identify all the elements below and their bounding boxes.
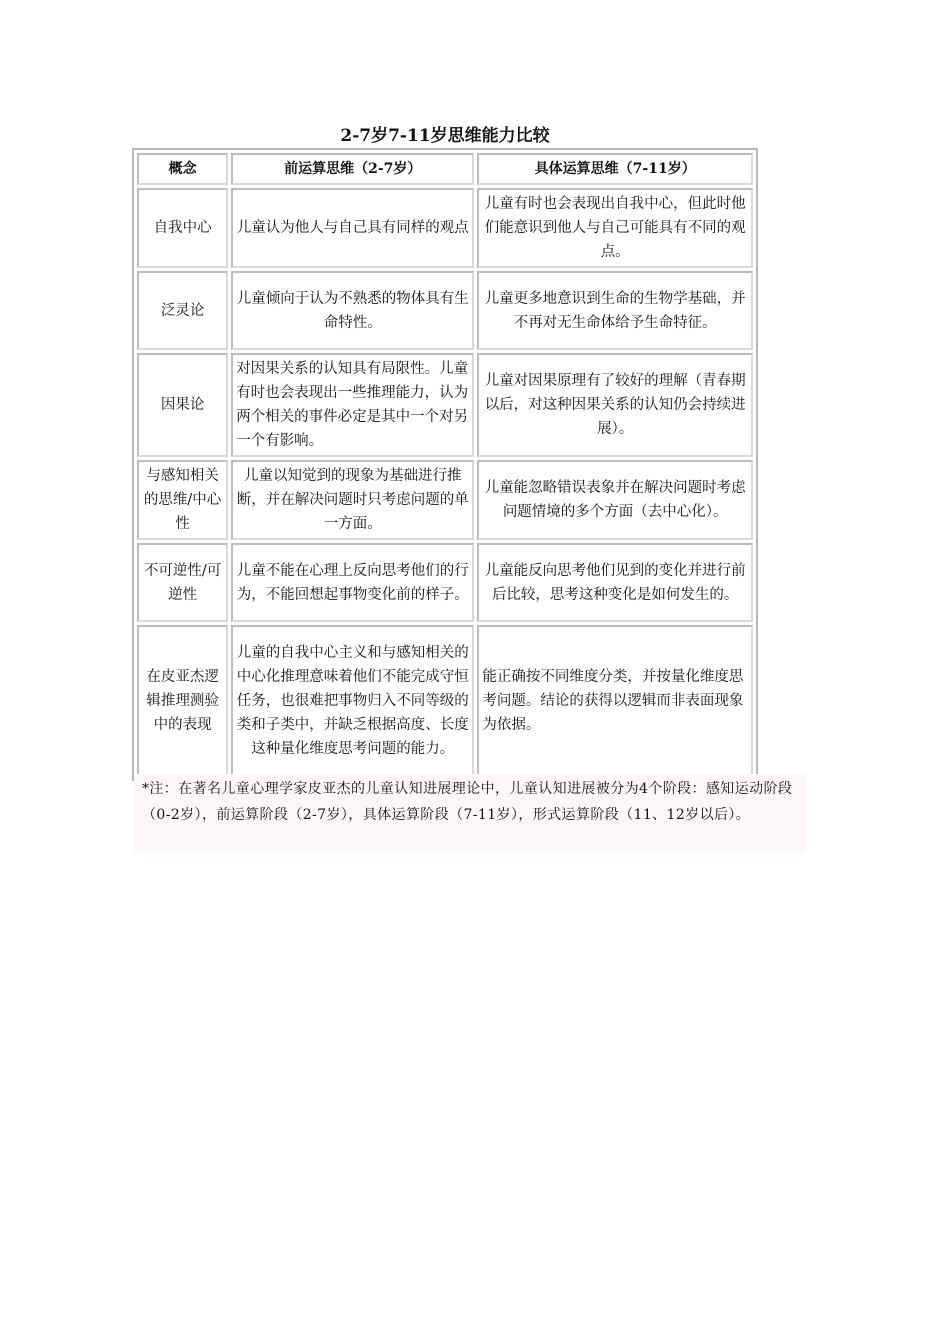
concrete-operational-cell: 儿童更多地意识到生命的生物学基础，并不再对无生命体给予生命特征。	[477, 271, 753, 350]
preoperational-cell: 对因果关系的认知具有局限性。儿童有时也会表现出一些推理能力，认为两个相关的事件必定是其中一个对另一个有影响。	[231, 353, 474, 457]
table-row	[137, 625, 753, 776]
table-header-row	[137, 153, 753, 185]
comparison-table-container	[132, 148, 758, 781]
concept-cell: 与感知相关的思维/中心性	[137, 460, 228, 540]
header-concept: 概念	[137, 153, 228, 185]
header-preoperational: 前运算思维（2-7岁）	[231, 153, 474, 185]
table-row	[137, 543, 753, 622]
preoperational-cell: 儿童的自我中心主义和与感知相关的中心化推理意味着他们不能完成守恒任务，也很难把事物归入不同等级的类和子类中，并缺乏根据高度、长度这种量化维度思考问题的能力。	[231, 625, 474, 776]
concrete-operational-cell: 儿童有时也会表现出自我中心，但此时他们能意识到他人与自己可能具有不同的观点。	[477, 188, 753, 268]
page-title: 2-7岁7-11岁思维能力比较	[340, 126, 550, 146]
concept-cell: 自我中心	[137, 188, 228, 268]
comparison-table	[132, 148, 758, 781]
preoperational-cell: 儿童以知觉到的现象为基础进行推断，并在解决问题时只考虑问题的单一方面。	[231, 460, 474, 540]
preoperational-cell: 儿童不能在心理上反向思考他们的行为，不能回想起事物变化前的样子。	[231, 543, 474, 622]
concrete-operational-cell: 儿童能反向思考他们见到的变化并进行前后比较，思考这种变化是如何发生的。	[477, 543, 753, 622]
table-row	[137, 460, 753, 540]
preoperational-cell: 儿童倾向于认为不熟悉的物体具有生命特性。	[231, 271, 474, 350]
table-row	[137, 188, 753, 268]
concrete-operational-cell: 儿童能忽略错误表象并在解决问题时考虑问题情境的多个方面（去中心化）。	[477, 460, 753, 540]
table-row	[137, 353, 753, 457]
concept-cell: 泛灵论	[137, 271, 228, 350]
footnote: *注：在著名儿童心理学家皮亚杰的儿童认知进展理论中，儿童认知进展被分为4个阶段：感知运动阶段（0-2岁），前运算阶段（2-7岁），具体运算阶段（7-11岁），形式运算阶段（11、12岁以后）。	[134, 774, 806, 852]
preoperational-cell: 儿童认为他人与自己具有同样的观点	[231, 188, 474, 268]
table-row	[137, 271, 753, 350]
concept-cell: 因果论	[137, 353, 228, 457]
concrete-operational-cell: 儿童对因果原理有了较好的理解（青春期以后，对这种因果关系的认知仍会持续进展）。	[477, 353, 753, 457]
concrete-operational-cell: 能正确按不同维度分类，并按量化维度思考问题。结论的获得以逻辑而非表面现象为依据。	[477, 625, 753, 776]
header-concrete-operational: 具体运算思维（7-11岁）	[477, 153, 753, 185]
concept-cell: 不可逆性/可逆性	[137, 543, 228, 622]
concept-cell: 在皮亚杰逻辑推理测验中的表现	[137, 625, 228, 776]
